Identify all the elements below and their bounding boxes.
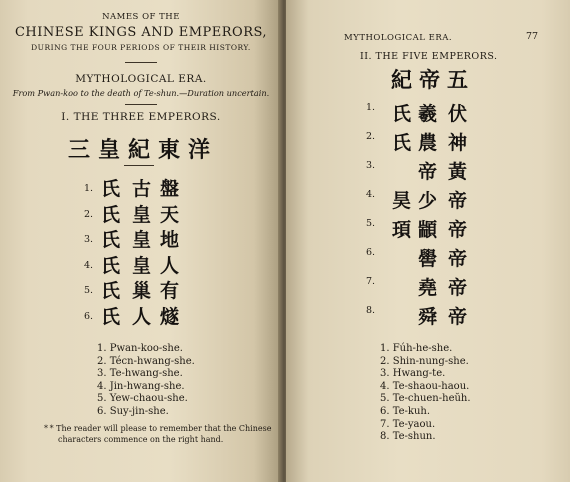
list-item: 4. Te-shaou-haou. xyxy=(380,380,470,392)
chinese-char: 帝 xyxy=(419,67,440,92)
era-title: MYTHOLOGICAL ERA. xyxy=(75,73,207,85)
header-line-1: NAMES OF THE xyxy=(102,12,180,22)
page-title: CHINESE KINGS AND EMPERORS, xyxy=(14,25,268,40)
chinese-char: 顓 xyxy=(418,219,438,241)
row-number: 5. xyxy=(84,285,94,296)
chinese-char: 巢 xyxy=(132,280,152,302)
chinese-char: 皇 xyxy=(132,203,152,226)
list-item: 5. Te-chuen-heŭh. xyxy=(380,393,471,405)
chinese-char: 少 xyxy=(418,190,438,212)
row-number: 8. xyxy=(366,305,376,316)
era-subtitle: From Pwan-koo to the death of Te-shun.—Duration uncertain. xyxy=(12,88,270,98)
header-line-3: DURING THE FOUR PERIODS OF THEIR HISTORY. xyxy=(31,43,251,52)
chinese-char: 黃 xyxy=(448,161,468,183)
row-number: 6. xyxy=(366,247,376,258)
emperor-name-list xyxy=(380,343,471,444)
chinese-char: 五 xyxy=(447,67,468,92)
emperor-name-list xyxy=(97,343,195,419)
chinese-char: 氏 xyxy=(101,178,121,200)
section-title: I. THE THREE EMPERORS. xyxy=(61,111,221,123)
row-number: 7. xyxy=(366,276,376,287)
row-number: 2. xyxy=(366,131,376,142)
list-item: 3. Hwang-te. xyxy=(380,368,446,380)
chinese-char: 燧 xyxy=(160,305,180,328)
chinese-char: 盤 xyxy=(160,178,180,200)
chinese-char: 人 xyxy=(160,254,180,277)
row-number: 6. xyxy=(84,310,94,322)
chinese-char: 氏 xyxy=(101,254,121,277)
list-item: 6. Suy-jin-she. xyxy=(97,405,169,417)
running-head: MYTHOLOGICAL ERA. xyxy=(344,33,453,43)
row-number: 5. xyxy=(366,218,376,229)
list-item: 2. Shin-nung-she. xyxy=(380,355,469,367)
footnote-line-1: * * The reader will please to remember that the Chinese xyxy=(44,424,272,433)
chinese-char: 昊 xyxy=(392,190,412,212)
chinese-column-b xyxy=(132,177,151,330)
chinese-column-c xyxy=(448,100,467,332)
list-item: 7. Te-yaou. xyxy=(380,418,436,430)
chinese-char: 氏 xyxy=(392,132,412,154)
list-item: 5. Yew-chaou-she. xyxy=(97,393,188,405)
divider xyxy=(124,165,154,166)
list-item: 1. Fúh-he-she. xyxy=(380,343,453,354)
chinese-char: 皇 xyxy=(132,229,152,251)
divider xyxy=(125,62,157,63)
chinese-char: 氏 xyxy=(101,203,121,226)
list-item: 6. Te-kuh. xyxy=(380,405,431,417)
chinese-char: 紀 xyxy=(391,67,412,92)
chinese-char: 羲 xyxy=(418,103,438,125)
chinese-char: 頊 xyxy=(392,219,412,241)
list-item: 1. Pwan-koo-she. xyxy=(97,343,183,354)
chinese-char: 氏 xyxy=(392,103,412,125)
divider xyxy=(125,104,157,105)
chinese-char: 皇 xyxy=(132,254,152,277)
chinese-column-b xyxy=(418,100,437,332)
row-number: 1. xyxy=(84,183,94,194)
chinese-char: 帝 xyxy=(418,161,438,183)
chinese-char: 地 xyxy=(160,229,180,251)
left-page xyxy=(0,0,282,482)
row-number: 2. xyxy=(84,208,94,220)
chinese-char: 伏 xyxy=(448,103,468,125)
chinese-char: 古 xyxy=(132,178,152,200)
row-number: 3. xyxy=(84,234,94,245)
row-number: 4. xyxy=(84,259,94,271)
row-number: 3. xyxy=(366,160,376,171)
chinese-char: 有 xyxy=(160,280,180,302)
right-page xyxy=(286,0,570,482)
footnote-line-2: characters commence on the right hand. xyxy=(58,435,224,444)
chinese-char: 農 xyxy=(418,132,438,154)
chinese-char: 人 xyxy=(132,305,152,328)
chinese-char: 帝 xyxy=(448,219,468,241)
chinese-char: 氏 xyxy=(101,305,121,328)
chinese-char: 舜 xyxy=(418,306,438,328)
chinese-char: 堯 xyxy=(418,277,438,299)
list-item: 2. Técn-hwang-she. xyxy=(97,355,195,367)
chinese-char: 神 xyxy=(448,132,468,154)
list-item: 8. Te-shun. xyxy=(380,431,436,443)
chinese-column-c xyxy=(160,177,179,330)
section-title-right: II. THE FIVE EMPERORS. xyxy=(360,51,498,62)
chinese-char: 帝 xyxy=(448,306,468,328)
chinese-char: 氏 xyxy=(101,229,121,251)
list-item: 3. Te-hwang-she. xyxy=(97,368,183,380)
chinese-char: 天 xyxy=(160,203,180,226)
chinese-char: 帝 xyxy=(448,248,468,270)
chinese-char: 帝 xyxy=(448,277,468,299)
list-item: 4. Jin-hwang-she. xyxy=(97,380,185,392)
chinese-char: 嚳 xyxy=(418,248,438,270)
chinese-heading: 三皇紀東洋 xyxy=(68,137,219,163)
chinese-char: 帝 xyxy=(448,190,468,212)
row-number: 4. xyxy=(366,189,376,200)
chinese-char: 氏 xyxy=(101,280,121,302)
row-number: 1. xyxy=(366,102,376,113)
page-number: 77 xyxy=(526,31,539,42)
chinese-column-a xyxy=(101,177,120,330)
chinese-column-a xyxy=(392,100,411,245)
